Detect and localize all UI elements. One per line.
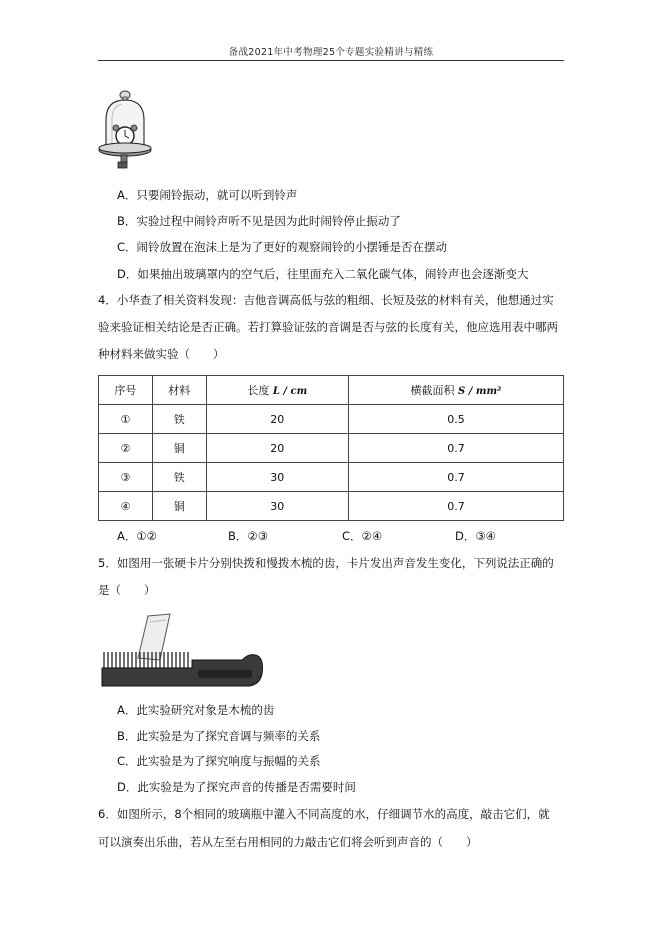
- table-cell: 0.5: [348, 405, 563, 434]
- table-cell: 铁: [152, 405, 206, 434]
- table-cell: 0.7: [348, 492, 563, 521]
- table-cell: ④: [99, 492, 153, 521]
- q3-option-c: C．闹铃放置在泡沫上是为了更好的观察闹铃的小摆锤是否在摆动: [117, 240, 448, 254]
- header-cell-length: 长度 L / cm: [206, 376, 348, 405]
- table-cell: ②: [99, 434, 153, 463]
- q4-text-line-3: 种材料来做实验（ ）: [98, 347, 225, 361]
- table-cell: ①: [99, 405, 153, 434]
- comb-card-figure: [100, 612, 266, 692]
- materials-table: [98, 375, 564, 521]
- header-cell-material: 材料: [152, 376, 206, 405]
- table-header-row: [99, 376, 564, 405]
- table-row: [99, 405, 564, 434]
- table-cell: 0.7: [348, 463, 563, 492]
- q5-option-d: D．此实验是为了探究声音的传播是否需要时间: [117, 780, 356, 794]
- table-row: [99, 492, 564, 521]
- table-row: [99, 434, 564, 463]
- q5-text-line-2: 是（ ）: [98, 583, 156, 597]
- q3-option-b: B．实验过程中闹铃声听不见是因为此时闹铃停止振动了: [117, 214, 401, 228]
- q3-option-d: D．如果抽出玻璃罩内的空气后，往里面充入二氧化碳气体，闹铃声也会逐渐变大: [117, 267, 529, 281]
- table-cell: 铜: [152, 492, 206, 521]
- table-cell: 铁: [152, 463, 206, 492]
- q6-text-line-1: 6．如图所示，8个相同的玻璃瓶中灌入不同高度的水，仔细调节水的高度，敲击它们，就: [98, 807, 550, 821]
- table-cell: 20: [206, 434, 348, 463]
- table-cell: 铜: [152, 434, 206, 463]
- q3-option-a: A．只要闹铃振动，就可以听到铃声: [117, 188, 298, 202]
- header-divider: [98, 60, 564, 61]
- table-cell: 0.7: [348, 434, 563, 463]
- bell-jar-figure: [96, 86, 158, 174]
- q4-text-line-1: 4．小华查了相关资料发现：吉他音调高低与弦的粗细、长短及弦的材料有关，他想通过实: [98, 293, 554, 307]
- header-cell-index: 序号: [99, 376, 153, 405]
- q4-answer-c: C．②④: [342, 529, 383, 543]
- q5-text-line-1: 5．如图用一张硬卡片分别快拨和慢拨木梳的齿，卡片发出声音发生变化，下列说法正确的: [98, 556, 554, 570]
- table-cell: 30: [206, 463, 348, 492]
- q5-option-b: B．此实验是为了探究音调与频率的关系: [117, 729, 321, 743]
- table-cell: ③: [99, 463, 153, 492]
- page-header: 备战2021年中考物理25个专题实验精讲与精练: [228, 47, 434, 58]
- q5-option-c: C．此实验是为了探究响度与振幅的关系: [117, 754, 321, 768]
- table-row: [99, 463, 564, 492]
- q4-answer-d: D．③④: [455, 529, 496, 543]
- table-cell: 30: [206, 492, 348, 521]
- q4-text-line-2: 验来验证相关结论是否正确。若打算验证弦的音调是否与弦的长度有关，他应选用表中哪两: [98, 320, 558, 334]
- header-cell-area: 横截面积 S / mm²: [348, 376, 563, 405]
- q6-text-line-2: 可以演奏出乐曲，若从左至右用相同的力敲击它们将会听到声音的（ ）: [98, 835, 478, 849]
- table-cell: 20: [206, 405, 348, 434]
- q4-answer-a: A．①②: [117, 529, 157, 543]
- q4-answer-b: B．②③: [228, 529, 269, 543]
- q5-option-a: A．此实验研究对象是木梳的齿: [117, 703, 275, 717]
